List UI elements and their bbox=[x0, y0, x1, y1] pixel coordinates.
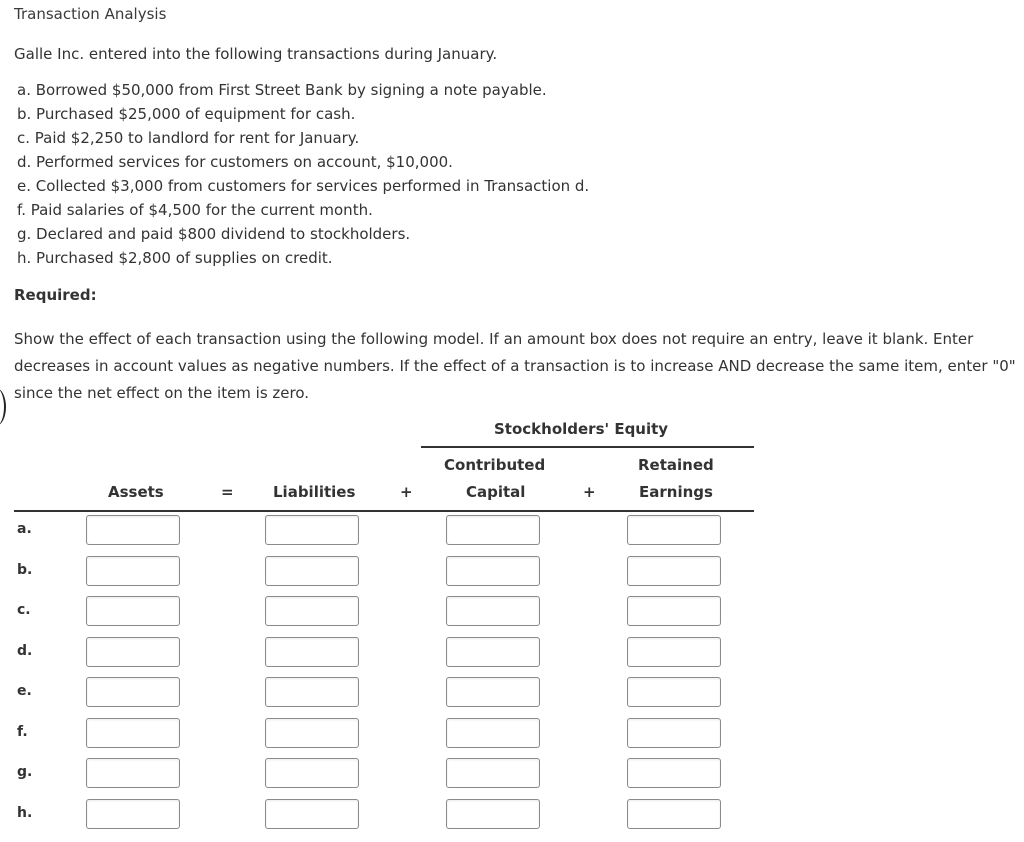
transaction-list bbox=[17, 79, 589, 271]
row-label: d. bbox=[17, 643, 33, 659]
contributed-capital-input[interactable] bbox=[446, 637, 540, 667]
capital-header: Capital bbox=[466, 483, 526, 501]
stockholders-equity-header: Stockholders' Equity bbox=[494, 420, 669, 438]
assets-header: Assets bbox=[108, 483, 164, 501]
liabilities-input[interactable] bbox=[265, 515, 359, 545]
assets-input[interactable] bbox=[86, 677, 180, 707]
assets-input[interactable] bbox=[86, 758, 180, 788]
contributed-capital-input[interactable] bbox=[446, 799, 540, 829]
retained-earnings-input[interactable] bbox=[627, 556, 721, 586]
assets-input[interactable] bbox=[86, 596, 180, 626]
retained-earnings-input[interactable] bbox=[627, 637, 721, 667]
contributed-capital-input[interactable] bbox=[446, 677, 540, 707]
liabilities-input[interactable] bbox=[265, 677, 359, 707]
contributed-capital-input[interactable] bbox=[446, 718, 540, 748]
row-label: a. bbox=[17, 521, 32, 537]
transaction-item-e: e. Collected $3,000 from customers for services performed in Transaction d. bbox=[17, 177, 590, 195]
equals-sign: = bbox=[221, 483, 234, 501]
table-header-rule bbox=[14, 510, 754, 512]
assets-input[interactable] bbox=[86, 637, 180, 667]
retained-header: Retained bbox=[638, 456, 714, 474]
liabilities-header: Liabilities bbox=[273, 483, 356, 501]
retained-earnings-input[interactable] bbox=[627, 799, 721, 829]
contributed-capital-input[interactable] bbox=[446, 515, 540, 545]
contributed-capital-input[interactable] bbox=[446, 556, 540, 586]
contributed-capital-input[interactable] bbox=[446, 596, 540, 626]
plus-sign-2: + bbox=[583, 483, 596, 501]
row-label: h. bbox=[17, 805, 33, 821]
liabilities-input[interactable] bbox=[265, 758, 359, 788]
required-heading: Required: bbox=[14, 286, 97, 304]
transaction-item-c: c. Paid $2,250 to landlord for rent for January. bbox=[17, 129, 360, 147]
row-label: g. bbox=[17, 764, 33, 780]
row-label: e. bbox=[17, 683, 32, 699]
transaction-item-f: f. Paid salaries of $4,500 for the current month. bbox=[17, 201, 373, 219]
intro-text: Galle Inc. entered into the following transactions during January. bbox=[14, 45, 498, 63]
liabilities-input[interactable] bbox=[265, 637, 359, 667]
retained-earnings-input[interactable] bbox=[627, 596, 721, 626]
row-label: f. bbox=[17, 724, 28, 740]
liabilities-input[interactable] bbox=[265, 556, 359, 586]
transaction-item-b: b. Purchased $25,000 of equipment for cash. bbox=[17, 105, 356, 123]
transaction-item-d: d. Performed services for customers on account, $10,000. bbox=[17, 153, 453, 171]
retained-earnings-input[interactable] bbox=[627, 515, 721, 545]
plus-sign-1: + bbox=[400, 483, 413, 501]
assets-input[interactable] bbox=[86, 718, 180, 748]
transaction-item-a: a. Borrowed $50,000 from First Street Bank by signing a note payable. bbox=[17, 81, 547, 99]
liabilities-input[interactable] bbox=[265, 718, 359, 748]
assets-input[interactable] bbox=[86, 799, 180, 829]
page-title: Transaction Analysis bbox=[14, 5, 167, 23]
contributed-capital-input[interactable] bbox=[446, 758, 540, 788]
retained-earnings-input[interactable] bbox=[627, 677, 721, 707]
transaction-item-g: g. Declared and paid $800 dividend to stockholders. bbox=[17, 225, 411, 243]
liabilities-input[interactable] bbox=[265, 596, 359, 626]
earnings-header: Earnings bbox=[639, 483, 713, 501]
stockholders-equity-rule bbox=[421, 446, 754, 448]
row-label: b. bbox=[17, 562, 33, 578]
assets-input[interactable] bbox=[86, 515, 180, 545]
row-label: c. bbox=[17, 602, 31, 618]
instructions-text: Show the effect of each transaction using the following model. If an amount box does not require an entry, leave it blank. Enter decreases in account values as negative numbers. If the effect of a transaction is to increase AND decrease the same item, enter "0" since the net effect on the item is zero. bbox=[14, 330, 1016, 402]
retained-earnings-input[interactable] bbox=[627, 718, 721, 748]
transaction-item-h: h. Purchased $2,800 of supplies on credit. bbox=[17, 249, 333, 267]
contributed-header: Contributed bbox=[444, 456, 546, 474]
assets-input[interactable] bbox=[86, 556, 180, 586]
retained-earnings-input[interactable] bbox=[627, 758, 721, 788]
liabilities-input[interactable] bbox=[265, 799, 359, 829]
edge-bracket bbox=[0, 388, 6, 426]
